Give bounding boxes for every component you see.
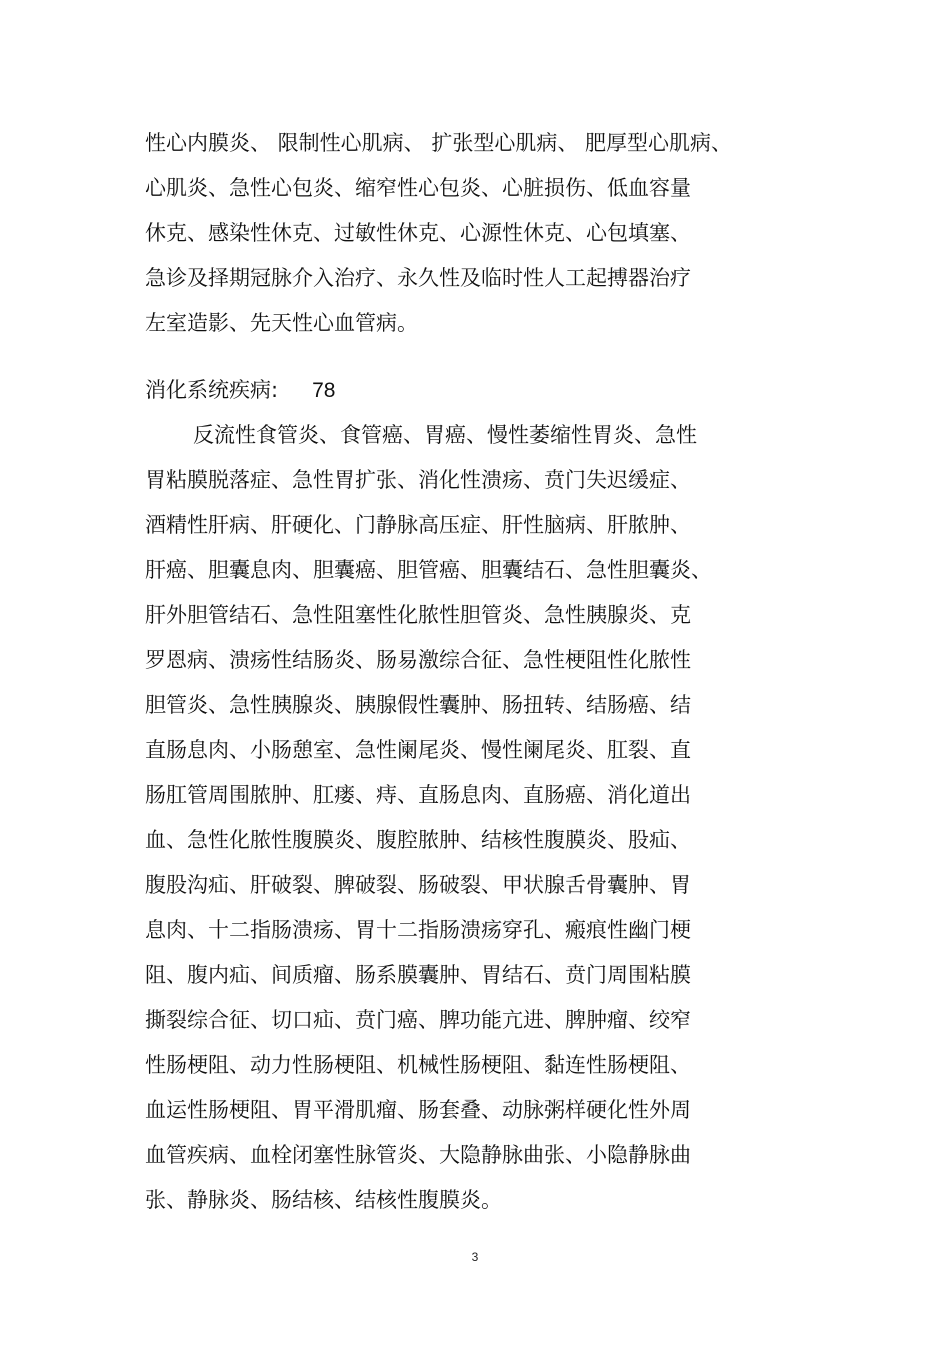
paragraph-line: 休克、感染性休克、过敏性休克、心源性休克、心包填塞、 [145,221,691,245]
paragraph-line: 腹股沟疝、肝破裂、脾破裂、肠破裂、甲状腺舌骨囊肿、胃 [145,873,691,897]
paragraph-line: 胆管炎、急性胰腺炎、胰腺假性囊肿、肠扭转、结肠癌、结 [145,693,691,717]
section-heading-count: 78 [312,379,336,402]
paragraph-line: 肠肛管周围脓肿、肛瘘、痔、直肠息肉、直肠癌、消化道出 [145,783,691,807]
paragraph-line: 胃粘膜脱落症、急性胃扩张、消化性溃疡、贲门失迟缓症、 [145,468,691,492]
page-number: 3 [471,1250,479,1264]
paragraph-line: 罗恩病、溃疡性结肠炎、肠易激综合征、急性梗阻性化脓性 [145,648,691,672]
paragraph-line: 张、静脉炎、肠结核、结核性腹膜炎。 [145,1188,502,1212]
paragraph-line: 血、急性化脓性腹膜炎、腹腔脓肿、结核性腹膜炎、股疝、 [145,828,691,852]
paragraph-line: 肝癌、胆囊息肉、胆囊癌、胆管癌、胆囊结石、急性胆囊炎、 [145,558,712,582]
paragraph-line: 撕裂综合征、切口疝、贲门癌、脾功能亢进、脾肿瘤、绞窄 [145,1008,691,1032]
paragraph-line: 心肌炎、急性心包炎、缩窄性心包炎、心脏损伤、低血容量 [145,176,691,200]
paragraph-line: 性心内膜炎、 限制性心肌病、 扩张型心肌病、 肥厚型心肌病、 [145,131,733,155]
paragraph-line: 肝外胆管结石、急性阻塞性化脓性胆管炎、急性胰腺炎、克 [145,603,691,627]
paragraph-line: 酒精性肝病、肝硬化、门静脉高压症、肝性脑病、肝脓肿、 [145,513,691,537]
paragraph-line: 左室造影、先天性心血管病。 [145,311,418,335]
paragraph-line: 息肉、十二指肠溃疡、胃十二指肠溃疡穿孔、瘢痕性幽门梗 [145,918,691,942]
paragraph-line: 反流性食管炎、食管癌、胃癌、慢性萎缩性胃炎、急性 [193,423,697,447]
section-heading [145,375,335,406]
paragraph-line: 性肠梗阻、动力性肠梗阻、机械性肠梗阻、黏连性肠梗阻、 [145,1053,691,1077]
section-heading-title: 消化系统疾病: [145,378,279,402]
paragraph-line: 急诊及择期冠脉介入治疗、永久性及临时性人工起搏器治疗 [145,266,691,290]
paragraph-line: 直肠息肉、小肠憩室、急性阑尾炎、慢性阑尾炎、肛裂、直 [145,738,691,762]
paragraph-line: 阻、腹内疝、间质瘤、肠系膜囊肿、胃结石、贲门周围粘膜 [145,963,691,987]
paragraph-line: 血运性肠梗阻、胃平滑肌瘤、肠套叠、动脉粥样硬化性外周 [145,1098,691,1122]
paragraph-line: 血管疾病、血栓闭塞性脉管炎、大隐静脉曲张、小隐静脉曲 [145,1143,691,1167]
